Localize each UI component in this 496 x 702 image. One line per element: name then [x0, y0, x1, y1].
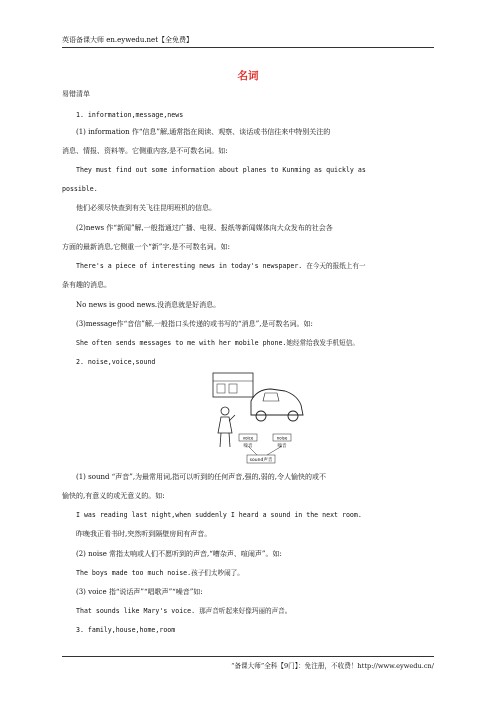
footer-divider	[62, 656, 434, 657]
item2-p1-line1: (1) sound “声音”,为最常用词,指可以听到的任何声音,强的,弱的,令人愉快的或不	[76, 473, 326, 481]
item2-example1-cn: 昨晚我正看书时,突然听到隔壁房间有声音。	[76, 530, 212, 538]
item1-example2-line2: 条有趣的消息。	[62, 281, 111, 289]
item3-heading: 3. family,house,home,room	[76, 626, 176, 634]
item2-p2: (2) noise 常指太响或人们不愿听到的声音,“嘈杂声、喧闹声”。如:	[76, 550, 282, 558]
voice-cn-label: 噪音	[243, 444, 253, 449]
item1-p1-line1: (1) information 作“信息”解,通常指在阅读、观察、谈话或书信往来中特别关注的	[76, 128, 331, 136]
item1-example4: She often sends messages to me with her mobile phone.她经常给我发手机短信。	[76, 339, 359, 347]
noise-label: noise	[276, 435, 288, 441]
item1-example1-line1: They must find out some information about planes to Kunming as quickly as	[76, 166, 366, 174]
item2-example3: That sounds like Mary's voice. 那声音听起来好像玛丽的声音。	[76, 607, 292, 615]
item2-heading: 2. noise,voice,sound	[76, 358, 156, 366]
item1-p1-line2: 消息、情报、资料等。它侧重内容,是不可数名词。如:	[62, 147, 228, 155]
item1-example1-line2: possible.	[62, 185, 98, 193]
item1-example1-cn: 他们必须尽快查到有关飞往昆明班机的信息。	[76, 204, 216, 212]
item1-heading: 1. information,message,news	[76, 111, 184, 119]
footer-text: “备课大师”全科【9门】：免注册，不收费！http://www.eywedu.cn/	[231, 662, 434, 670]
item2-p3: (3) voice 指“说话声”“唱歌声”“噪音”如:	[76, 588, 203, 596]
item1-p2-line2: 方面的最新消息,它侧重一个“新”字,是不可数名词。如:	[62, 243, 230, 251]
item2-example2: The boys made too much noise.孩子们太吵闹了。	[76, 569, 244, 577]
page-header: 英语备课大师 en.eywedu.net【全免费】	[62, 36, 194, 44]
voice-label: voice	[242, 435, 254, 441]
item2-example1: I was reading last night,when suddenly I heard a sound in the next room.	[76, 511, 362, 519]
sound-label: sound声音	[249, 458, 273, 463]
section-label: 易错清单	[62, 90, 90, 98]
noise-voice-sound-illustration	[205, 371, 309, 465]
item1-example3: No news is good news.没消息就是好消息。	[76, 301, 221, 309]
item1-example2-line1: There's a piece of interesting news in today's newspaper. 在今天的报纸上有一	[76, 262, 366, 270]
item1-p3: (3)message作“音信”解,一般指口头传递的或书写的“消息”,是可数名词。如:	[76, 320, 313, 328]
header-divider	[62, 47, 434, 48]
item2-p1-line2: 愉快的,有意义的或无意义的。如:	[62, 492, 165, 500]
item1-p2-line1: (2)news 作“新闻”解,一般指通过广播、电视、报纸等新闻媒体向大众发布的社会各	[76, 224, 333, 232]
noise-cn-label: 噪音	[277, 444, 287, 449]
page-title: 名词	[237, 70, 259, 82]
